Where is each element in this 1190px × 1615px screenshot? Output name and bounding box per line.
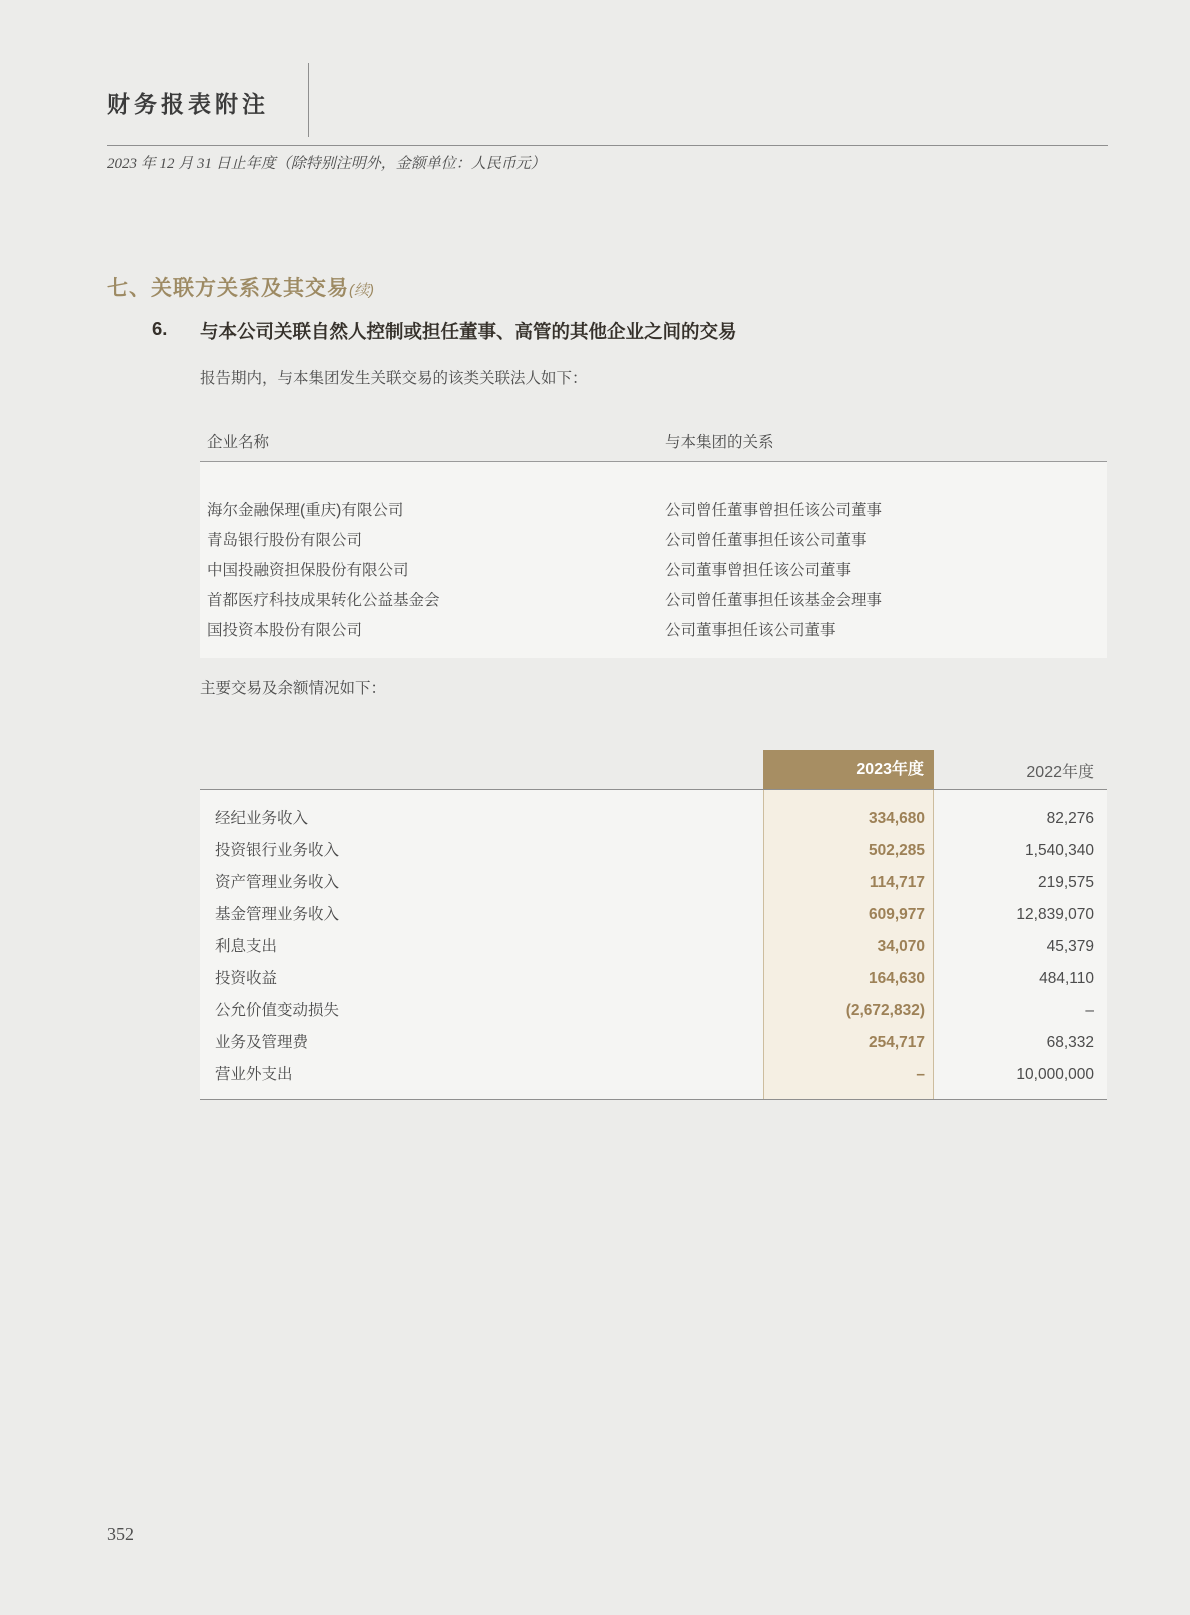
value-2023: 164,630	[868, 970, 925, 987]
item-title: 与本公司关联自然人控制或担任董事、高管的其他企业之间的交易	[200, 321, 737, 342]
section-heading	[107, 272, 374, 302]
header-vertical-divider	[308, 63, 309, 137]
row-label: 基金管理业务收入	[215, 906, 340, 923]
table-row	[207, 586, 1107, 616]
transactions-bottom-rule	[200, 1099, 1107, 1100]
row-label: 投资银行业务收入	[215, 842, 340, 859]
page-number: 352	[107, 1524, 134, 1544]
value-2022: 1,540,340	[1025, 842, 1094, 859]
document-subtitle: 2023 年 12 月 31 日止年度（除特别注明外，金额单位：人民币元）	[107, 156, 546, 172]
table-row	[207, 526, 1107, 556]
value-2022: 484,110	[1039, 970, 1094, 987]
table-row	[207, 616, 1107, 646]
row-label: 经纪业务收入	[215, 810, 309, 827]
item-number: 6.	[152, 318, 168, 339]
transactions-rows	[200, 790, 1107, 1091]
value-2023: 34,070	[877, 938, 925, 955]
company-name: 青岛银行股份有限公司	[207, 532, 363, 549]
company-relation: 公司曾任董事担任该公司董事	[665, 532, 867, 549]
column-header-relation: 与本集团的关系	[665, 434, 774, 451]
table-row	[200, 867, 1107, 899]
table-row	[200, 899, 1107, 931]
column-header-2022: 2022年度	[1026, 764, 1094, 781]
value-2022: 82,276	[1046, 810, 1094, 827]
company-relation: 公司董事曾担任该公司董事	[665, 562, 852, 579]
value-2022: 12,839,070	[1016, 906, 1094, 923]
value-2023: 114,717	[869, 874, 925, 891]
table-row	[200, 995, 1107, 1027]
intro-paragraph: 报告期内，与本集团发生关联交易的该类关联法人如下：	[200, 370, 588, 387]
related-parties-header-row	[200, 432, 1107, 454]
table-row	[200, 963, 1107, 995]
value-2023: 502,285	[868, 842, 925, 859]
value-2023: 254,717	[868, 1034, 925, 1051]
table-row	[200, 1059, 1107, 1091]
table-row	[200, 835, 1107, 867]
table-row	[200, 1027, 1107, 1059]
row-label: 公允价值变动损失	[215, 1002, 340, 1019]
document-title: 财务报表附注	[107, 92, 269, 117]
company-relation: 公司董事担任该公司董事	[665, 622, 836, 639]
value-2022: –	[1085, 1002, 1094, 1019]
section-heading-suffix: (续)	[349, 282, 374, 299]
company-name: 国投资本股份有限公司	[207, 622, 363, 639]
value-2022: 68,332	[1046, 1034, 1094, 1051]
item-heading	[152, 318, 1112, 344]
row-label: 资产管理业务收入	[215, 874, 340, 891]
value-2023: –	[916, 1066, 925, 1083]
column-header-company: 企业名称	[207, 434, 270, 451]
value-2022: 10,000,000	[1016, 1066, 1094, 1083]
related-parties-table	[200, 432, 1107, 658]
table-row	[200, 803, 1107, 835]
transactions-intro: 主要交易及余额情况如下：	[200, 680, 387, 697]
header-horizontal-rule	[107, 145, 1108, 146]
value-2023: 609,977	[868, 906, 925, 923]
company-relation: 公司曾任董事曾担任该公司董事	[665, 502, 883, 519]
section-heading-title: 七、关联方关系及其交易	[107, 277, 349, 300]
related-parties-body	[200, 462, 1107, 658]
company-name: 海尔金融保理(重庆)有限公司	[207, 502, 404, 519]
row-label: 营业外支出	[215, 1066, 293, 1083]
company-relation: 公司曾任董事担任该基金会理事	[665, 592, 883, 609]
row-label: 投资收益	[215, 970, 278, 987]
value-2023: (2,672,832)	[845, 1002, 925, 1019]
company-name: 首都医疗科技成果转化公益基金会	[207, 592, 440, 609]
table-row	[200, 931, 1107, 963]
table-row	[207, 496, 1107, 526]
value-2023: 334,680	[868, 810, 925, 827]
company-name: 中国投融资担保股份有限公司	[207, 562, 409, 579]
row-label: 业务及管理费	[215, 1034, 309, 1051]
value-2022: 219,575	[1037, 874, 1094, 891]
column-header-2023: 2023年度	[763, 750, 934, 789]
row-label: 利息支出	[215, 938, 278, 955]
value-2022: 45,379	[1046, 938, 1094, 955]
table-row	[207, 556, 1107, 586]
